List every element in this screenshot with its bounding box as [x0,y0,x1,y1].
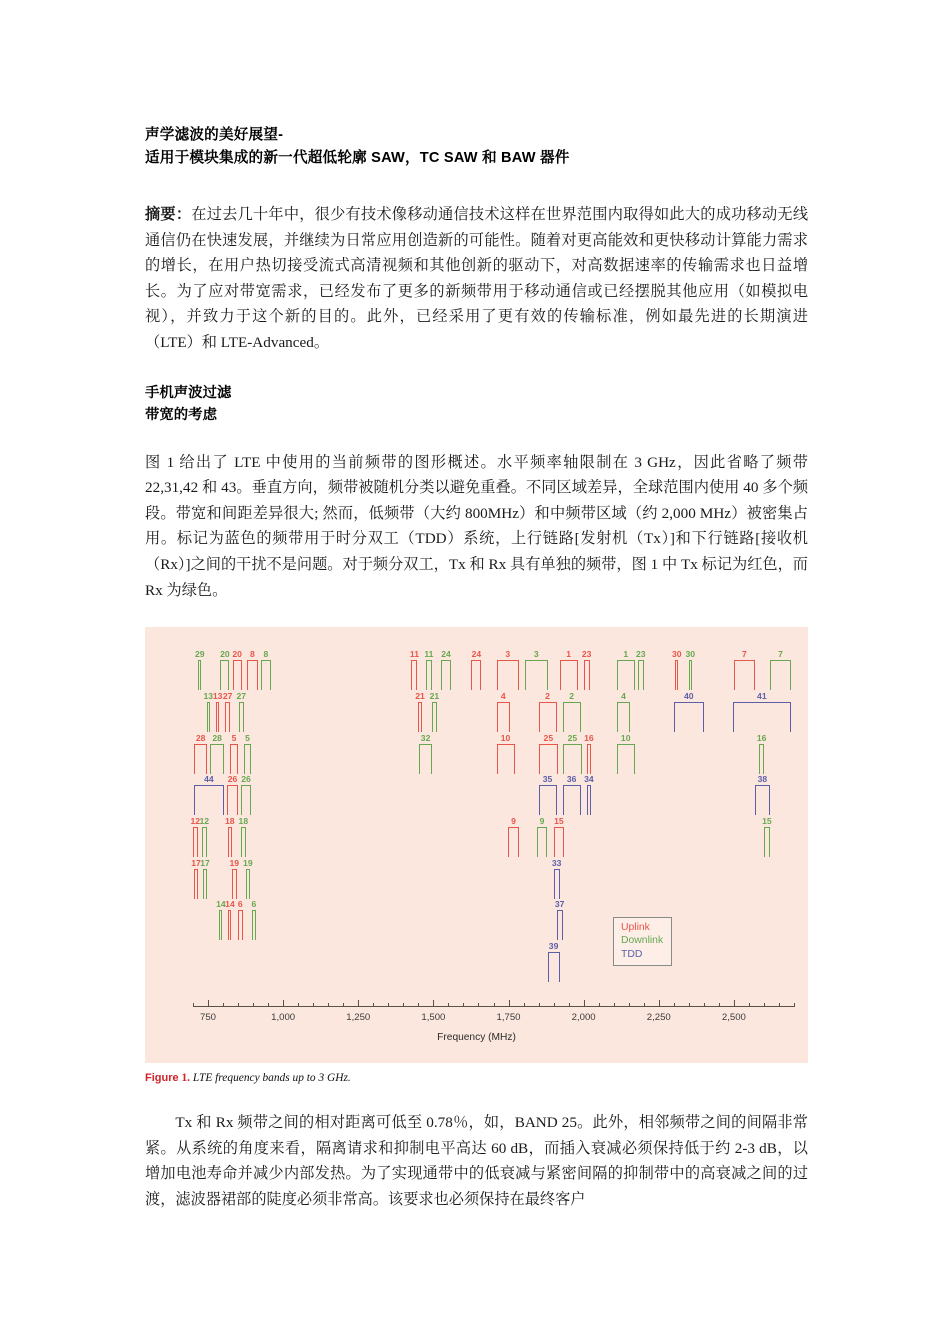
band-marker [554,899,565,940]
x-tick-minor [704,1003,705,1007]
band-bracket [537,827,548,857]
x-tick-label: 2,000 [571,1012,596,1024]
band-label: 19 [243,858,253,869]
x-tick-minor [614,1003,615,1007]
x-tick-minor [478,1003,479,1007]
x-tick-minor [779,1003,780,1007]
band-marker [551,858,562,899]
band-bracket [587,785,592,815]
band-bracket [563,785,581,815]
band-bracket [539,785,557,815]
band-label: 4 [621,691,626,702]
figure-plot-area [145,627,808,1063]
x-tick-minor [719,1003,720,1007]
band-marker [237,899,243,940]
band-bracket [617,660,635,690]
band-marker [584,774,594,815]
x-tick-major [584,1000,585,1007]
band-label: 41 [757,691,767,702]
band-bracket [554,869,560,899]
band-bracket [497,660,520,690]
band-bracket [441,660,451,690]
x-tick-minor [313,1003,314,1007]
band-marker [539,733,559,774]
figure-1 [145,627,808,1084]
band-marker [225,816,235,857]
band-marker [227,774,238,815]
figure-caption-number: 1. [181,1072,191,1085]
band-bracket [755,785,770,815]
x-tick-minor [388,1003,389,1007]
band-bracket [239,702,244,732]
band-label: 20 [220,649,230,660]
band-marker [210,733,224,774]
band-label: 5 [231,733,237,744]
band-bracket [497,702,511,732]
band-bracket [675,660,678,690]
abstract-paragraph [145,202,808,356]
x-tick-minor [343,1003,344,1007]
band-label: 7 [778,649,783,660]
x-tick-minor [569,1003,570,1007]
band-marker [222,691,233,732]
band-label: 16 [756,733,767,744]
band-label: 20 [232,649,242,660]
band-bracket [539,744,559,774]
body-paragraph-2: Tx 和 Rx 频带之间的相对距离可低至 0.78％，如，BAND 25。此外，相邻频带之间的间隔非常紧。从系统的角度来看，隔离请求和抑制电平高达 60 dB，而插入衰减必须保持低于约 2-3 dB，以增加电池寿命并减少内部发热。为了实现通带中的低衰减与紧密间隔的抑制带中的高衰减之间的过渡，滤波器裙部的陡度必须非常高。该要求也必须保持在最终客户 [145,1114,808,1208]
band-bracket [563,744,583,774]
band-bracket [560,660,578,690]
band-label: 15 [554,816,564,827]
band-label: 29 [194,649,205,660]
band-bracket [617,744,635,774]
band-bracket [193,827,198,857]
band-marker [230,733,238,774]
band-marker [734,649,755,690]
band-label: 34 [584,774,594,785]
x-tick-minor [403,1003,404,1007]
band-bracket [548,952,560,982]
title-line-1: 声学滤波的美好展望- [145,127,284,143]
band-bracket [418,702,423,732]
x-tick-minor [418,1003,419,1007]
band-marker [225,899,235,940]
x-tick-label: 1,750 [496,1012,521,1024]
abstract-text: 在过去几十年中，很少有技术像移动通信技术这样在世界范围内取得如此大的成功移动无线通信仍在快速发展，并继续为日常应用创造新的可能性。随着对更高能效和更快移动计算能力需求的增长，在用户热切接受流式高清视频和其他创新的驱动下，对高数据速率的传输需求也日益增长。为了应对带宽需求，已经发布了更多的新频带用于移动通信或已经摆脱其他应用（如模拟电视），并致力于这个新的目的。此外，已经采用了更有效的传输标准，例如最先进的长期演进（LTE）和 LTE-Advanced。 [145,206,809,351]
band-marker [220,649,230,690]
x-tick-label: 1,000 [271,1012,296,1024]
band-marker [563,691,581,732]
band-bracket [246,869,251,899]
x-tick-major [208,1000,209,1007]
band-marker [563,774,581,815]
band-label: 14 [225,899,235,910]
band-bracket [419,744,432,774]
band-label: 17 [200,858,210,869]
x-tick-minor [794,1003,795,1007]
band-label: 2 [545,691,550,702]
band-marker [190,816,201,857]
band-bracket [563,702,581,732]
band-marker [200,858,210,899]
x-tick-minor [238,1003,239,1007]
band-marker [539,691,557,732]
band-bracket [238,910,243,940]
band-label: 23 [581,649,592,660]
band-label: 8 [249,649,255,660]
band-bracket [617,702,631,732]
band-marker [424,649,434,690]
band-bracket [203,869,207,899]
band-marker [261,649,272,690]
band-bracket [432,702,437,732]
band-bracket [232,869,237,899]
x-tick-label: 1,250 [346,1012,371,1024]
band-marker [203,691,214,732]
x-tick-minor [554,1003,555,1007]
document-title [145,0,808,170]
x-axis-title: Frequency (MHz) [437,1032,516,1044]
x-tick-minor [253,1003,254,1007]
band-label: 18 [225,816,235,827]
band-bracket [194,869,198,899]
document-content [145,0,808,1213]
band-bracket [230,744,238,774]
band-bracket [247,660,258,690]
band-bracket [252,910,257,940]
band-marker [199,816,210,857]
band-label: 1 [623,649,629,660]
legend-item: TDD [621,948,643,960]
x-tick-minor [629,1003,630,1007]
band-label: 8 [263,649,269,660]
band-label: 13 [212,691,223,702]
band-marker [617,691,631,732]
band-label: 2 [569,691,574,702]
band-label: 25 [543,733,554,744]
band-bracket [734,660,755,690]
x-tick-major [659,1000,660,1007]
band-marker [194,649,205,690]
band-marker [581,649,592,690]
band-label: 27 [236,691,246,702]
band-bracket [220,660,229,690]
band-label: 21 [415,691,425,702]
band-label: 36 [566,774,577,785]
band-marker [419,733,432,774]
band-label: 15 [762,816,772,827]
band-label: 25 [567,733,578,744]
x-tick-minor [463,1003,464,1007]
section-heading-1: 手机声波过滤 [145,384,232,401]
band-marker [560,649,578,690]
band-bracket [554,827,565,857]
band-marker [429,691,440,732]
band-label: 21 [429,691,440,702]
band-label: 26 [241,774,251,785]
band-bracket [557,910,563,940]
band-bracket [244,744,252,774]
band-marker [537,816,548,857]
band-label: 26 [227,774,238,785]
figure-caption-label: Figure [145,1072,179,1085]
band-label: 38 [757,774,768,785]
x-tick-major [433,1000,434,1007]
band-bracket [471,660,481,690]
band-label: 6 [237,899,243,910]
x-tick-label: 1,500 [421,1012,446,1024]
band-bracket [219,910,222,940]
band-marker [674,691,704,732]
x-tick-minor [373,1003,374,1007]
band-marker [212,691,223,732]
x-tick-label: 2,500 [721,1012,746,1024]
x-tick-minor [599,1003,600,1007]
x-tick-minor [689,1003,690,1007]
x-tick-minor [764,1003,765,1007]
x-tick-minor [644,1003,645,1007]
legend-item: Uplink [621,922,650,934]
band-marker [635,649,646,690]
x-tick-minor [268,1003,269,1007]
band-bracket [227,785,238,815]
band-label: 3 [505,649,511,660]
x-tick-minor [524,1003,525,1007]
band-marker [755,774,770,815]
band-marker [685,649,696,690]
band-label: 11 [409,649,419,660]
band-label: 28 [195,733,206,744]
x-tick-minor [223,1003,224,1007]
band-bracket [261,660,272,690]
band-label: 30 [685,649,696,660]
band-label: 9 [539,816,545,827]
band-label: 16 [584,733,594,744]
x-tick-minor [539,1003,540,1007]
band-marker [409,649,419,690]
band-bracket [233,660,242,690]
title-line-2: 适用于模块集成的新一代超低轮廓 SAW，TC SAW 和 BAW 器件 [145,150,570,166]
band-bracket [202,827,207,857]
band-label: 5 [245,733,250,744]
band-marker [191,858,201,899]
band-bracket [764,827,770,857]
band-label: 19 [229,858,240,869]
band-label: 4 [500,691,506,702]
x-tick-label: 2,250 [646,1012,671,1024]
band-marker [548,941,560,982]
band-label: 11 [424,649,434,660]
abstract-label: 摘要： [145,206,192,223]
band-marker [247,649,258,690]
band-bracket [241,827,246,857]
band-marker [508,816,519,857]
band-marker [672,649,682,690]
band-bracket [198,660,201,690]
band-marker [733,691,791,732]
band-bracket [225,702,230,732]
band-marker [617,733,635,774]
band-bracket [525,660,548,690]
band-bracket [194,744,208,774]
x-tick-minor [494,1003,495,1007]
band-marker [194,774,224,815]
section-headings [145,382,808,426]
band-marker [770,649,791,690]
band-label: 17 [191,858,201,869]
band-marker [243,858,253,899]
band-bracket [508,827,519,857]
band-marker [525,649,548,690]
band-bracket [497,744,515,774]
band-marker [497,649,520,690]
band-bracket [228,827,233,857]
band-bracket [638,660,644,690]
band-marker [238,816,249,857]
band-bracket [584,660,590,690]
band-label: 12 [190,816,201,827]
band-marker [762,816,772,857]
band-label: 35 [542,774,553,785]
body-paragraph-1: 图 1 给出了 LTE 中使用的当前频带的图形概述。水平频率轴限制在 3 GHz，因此省略了频带 22,31,42 和 43。垂直方向，频带被随机分类以避免重叠。不同区域差异，全球范围内使用 40 多个频段。带宽和间距差异很大; 然而，低频带（大约 800MHz）和中频带区域（约 2,000 MHz）被密集占用。标记为蓝色的频带用于时分双工（TDD）系统，上行链路[发射机（Tx）]和下行链路[接收机（Rx）]之间的干扰不是问题。对于频分双工，Tx 和 Rx 具有单独的频带，图 1 中 Tx 标记为红色，而 Rx 为绿色。 [145,453,808,599]
band-marker [617,649,635,690]
band-marker [194,733,208,774]
band-label: 37 [554,899,565,910]
x-tick-label: 750 [200,1012,217,1024]
band-marker [229,858,240,899]
band-bracket [216,702,219,732]
band-label: 32 [420,733,431,744]
band-label: 10 [500,733,511,744]
band-label: 27 [222,691,233,702]
band-label: 39 [548,941,559,952]
band-bracket [733,702,791,732]
band-label: 24 [471,649,482,660]
band-label: 14 [216,899,226,910]
band-label: 28 [212,733,222,744]
x-tick-minor [749,1003,750,1007]
band-marker [539,774,557,815]
band-bracket [689,660,692,690]
band-bracket [426,660,432,690]
band-marker [415,691,425,732]
band-marker [497,691,511,732]
band-bracket [759,744,764,774]
band-marker [497,733,515,774]
lte-band-chart [145,627,808,1063]
band-marker [441,649,451,690]
section-heading-2: 带宽的考虑 [145,406,217,423]
band-label: 23 [635,649,646,660]
band-marker [236,691,246,732]
band-label: 33 [551,858,562,869]
x-tick-minor [298,1003,299,1007]
band-marker [584,733,594,774]
band-label: 18 [238,816,249,827]
band-bracket [411,660,417,690]
x-tick-minor [328,1003,329,1007]
band-bracket [587,744,592,774]
band-bracket [228,910,231,940]
band-label: 44 [204,774,214,785]
band-bracket [674,702,704,732]
band-label: 10 [620,733,631,744]
x-tick-major [358,1000,359,1007]
band-marker [232,649,242,690]
band-label: 3 [533,649,539,660]
band-bracket [207,702,210,732]
band-bracket [539,702,557,732]
band-bracket [770,660,791,690]
band-label: 12 [199,816,210,827]
x-tick-major [509,1000,510,1007]
x-tick-major [734,1000,735,1007]
band-label: 13 [203,691,214,702]
band-label: 7 [742,649,747,660]
figure-caption-text: LTE frequency bands up to 3 GHz. [192,1072,351,1085]
legend-item: Downlink [621,935,664,947]
band-label: 40 [684,691,694,702]
band-bracket [210,744,224,774]
band-label: 24 [441,649,451,660]
band-marker [251,899,257,940]
x-tick-major [283,1000,284,1007]
figure-caption [145,1072,808,1084]
band-label: 6 [251,899,257,910]
band-marker [216,899,226,940]
x-tick-minor [674,1003,675,1007]
band-marker [756,733,767,774]
band-marker [241,774,252,815]
band-marker [244,733,252,774]
band-label: 9 [511,816,516,827]
band-bracket [241,785,252,815]
band-label: 1 [566,649,571,660]
x-tick-minor [193,1003,194,1007]
band-bracket [194,785,224,815]
chart-legend [613,917,672,966]
band-marker [471,649,482,690]
band-marker [554,816,565,857]
band-label: 30 [672,649,682,660]
x-tick-minor [448,1003,449,1007]
band-marker [563,733,583,774]
